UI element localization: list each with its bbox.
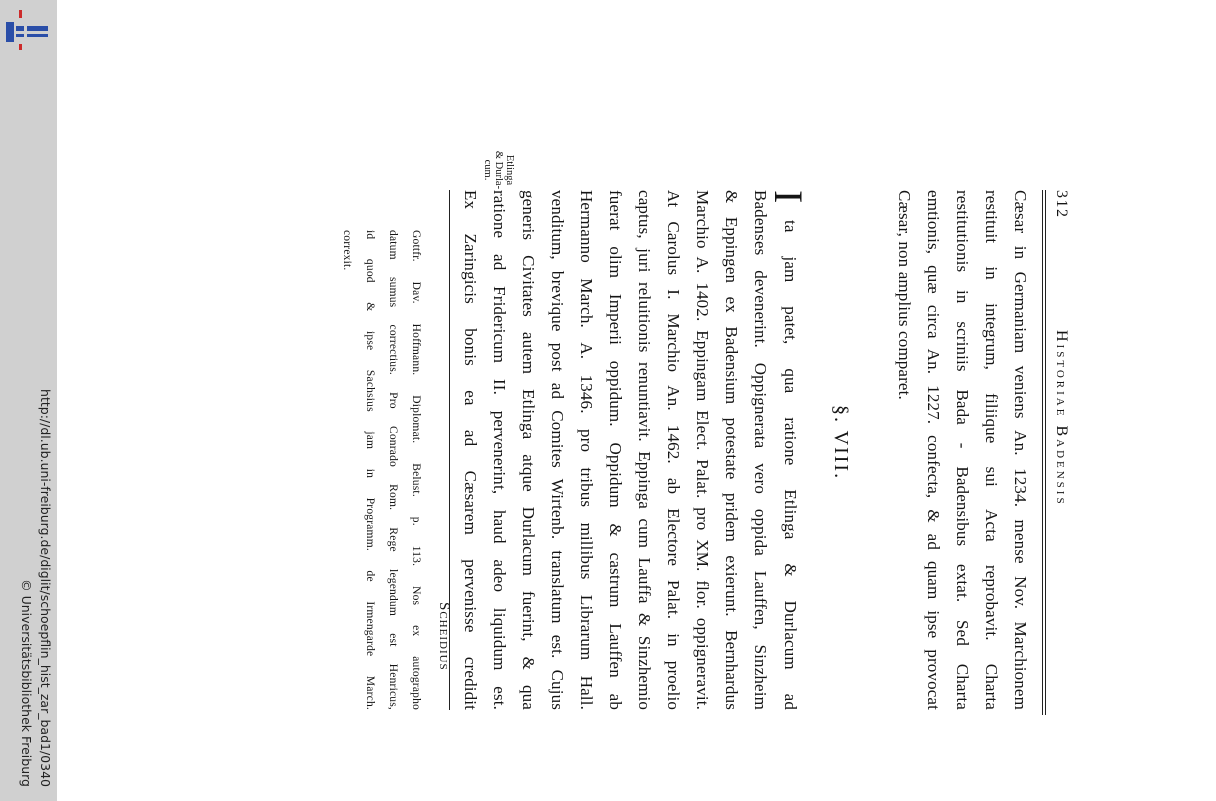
- catchword: Scheidius: [436, 602, 452, 671]
- running-title: Historiae Badensis: [1053, 330, 1070, 507]
- text-line: Cæsar, non amplius comparet.: [895, 190, 914, 400]
- text-line: restitutionis in scriniis Bada - Badensibus extat. Sed Charta: [953, 190, 972, 710]
- sidebar-caption: [0, 0, 57, 801]
- text-line: fuerat olim Imperii oppidum. Oppidum & castrum Lauffen ab: [606, 190, 625, 710]
- header-rule: [1045, 190, 1046, 715]
- scanned-page: [170, 150, 1070, 730]
- text-line: Hermanno March. A. 1346. pro tribus millibus Librarum Hall.: [577, 190, 596, 710]
- text-line: ta jam patet, qua ratione Etlinga & Durlacum ad: [781, 220, 800, 710]
- text-line: Ex Zaringicis bonis ea ad Cæsarem pervenisse credidit: [461, 190, 480, 710]
- text-line: venditum, brevique post ad Comites Wirtenb. translatum est. Cujus: [548, 190, 567, 710]
- footnote-line: correxit.: [341, 230, 353, 271]
- section-heading: §. VIII.: [830, 405, 852, 481]
- margin-note: [482, 150, 515, 190]
- source-url[interactable]: http://dl.ub.uni-freiburg.de/diglit/schoepflin_hist_zar_bad1/0340: [38, 389, 53, 787]
- text-line: At Carolus I. Marchio An. 1462. ab Electore Palat. in proelio: [664, 190, 683, 710]
- viewer-sidebar: [0, 0, 57, 801]
- text-line: captus, juri reluitionis renuntiavit. Eppinga cum Lauffa & Sinzhemio: [635, 190, 654, 710]
- text-line: generis Civitates autem Etlinga atque Durlacum fuerint, & qua: [519, 190, 538, 710]
- footnote-line: id quod & ipse Sachsius jam in Programm. de Irmengarde March.: [364, 230, 376, 710]
- footnote-line: Gottfr. Dav. Hoffmann. Diplomat. Belust. p. 113. Nos ex autographo: [410, 230, 422, 710]
- margin-note-line: cum.: [482, 159, 493, 181]
- header-rule-thin: [1042, 190, 1043, 715]
- text-line: & Eppingen ex Badensium potestate pridem exierunt. Bernhardus: [722, 190, 741, 710]
- page-number: 312: [1053, 190, 1070, 219]
- text-line: emtionis, quæ circa An. 1227. confecta, & ad quam ipse provocat: [924, 190, 943, 710]
- text-line: restituit in integrum, filiique sui Acta reprobavit. Charta: [982, 190, 1001, 710]
- text-line: Cæsar in Germaniam veniens An. 1234. mense Nov. Marchionem: [1011, 190, 1030, 710]
- margin-note-line: & Durla-: [493, 150, 504, 190]
- drop-capital: I: [766, 190, 811, 204]
- footnote-line: datum sumus correctius. Pro Conrado Rom. Rege legendum est Henricus,: [387, 230, 399, 710]
- text-line: ratione ad Fridericum II. pervenerint, haud adeo liquidum est.: [490, 190, 509, 710]
- text-line: Marchio A. 1402. Eppingam Elect. Palat. pro XM. flor. oppigneravit.: [693, 190, 712, 710]
- copyright-notice: © Universitätsbibliothek Freiburg: [19, 579, 34, 787]
- text-line: Badenses devenerint. Oppignerata vero oppida Lauffen, Sinzheim: [751, 190, 770, 710]
- margin-note-line: Etlinga: [504, 154, 515, 186]
